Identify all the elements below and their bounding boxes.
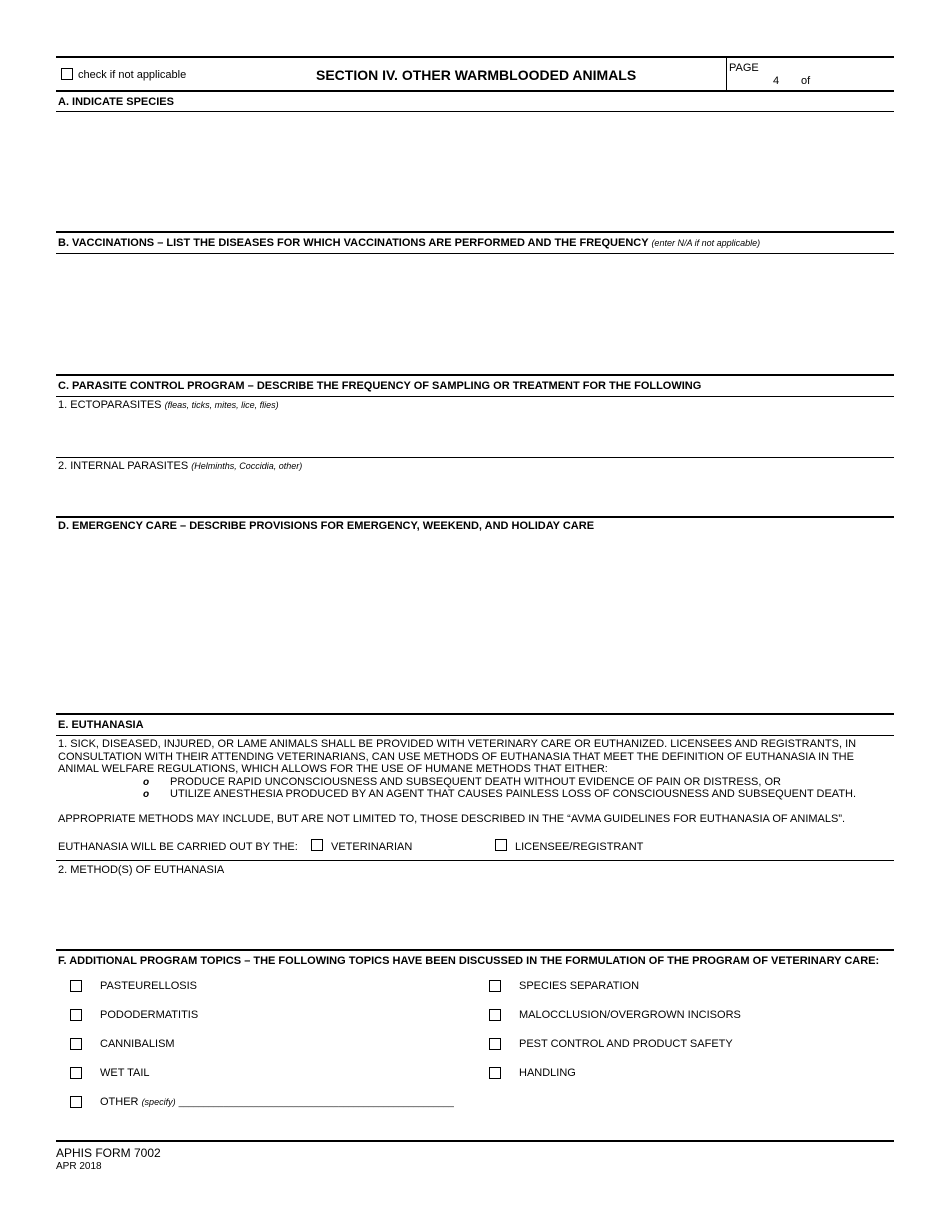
ectoparasites-input-area[interactable]: [56, 414, 894, 456]
other-note: (specify): [141, 1097, 176, 1107]
page-number: 4: [773, 75, 780, 87]
cannibalism-checkbox[interactable]: [70, 1038, 82, 1050]
section-e-rule: [56, 735, 894, 736]
malocclusion-label: MALOCCLUSION/OVERGROWN INCISORS: [519, 1009, 741, 1021]
euthanasia-bullet-1: PRODUCE RAPID UNCONSCIOUSNESS AND SUBSEQUENT DEATH WITHOUT EVIDENCE OF PAIN OR DISTRESS, OR: [170, 776, 781, 788]
veterinarian-label: VETERINARIAN: [331, 841, 413, 853]
pododermatitis-checkbox[interactable]: [70, 1009, 82, 1021]
pododermatitis-label: PODODERMATITIS: [100, 1009, 199, 1021]
section-c-title: C. PARASITE CONTROL PROGRAM – DESCRIBE THE FREQUENCY OF SAMPLING OR TREATMENT FOR THE FOLLOWING: [58, 380, 702, 392]
ectoparasites-label: [58, 399, 279, 411]
section-e-methods-rule: [56, 860, 894, 861]
handling-label: HANDLING: [519, 1067, 576, 1079]
ectoparasites-note: (fleas, ticks, mites, lice, flies): [164, 400, 279, 410]
species-input-area[interactable]: [56, 113, 894, 229]
cannibalism-label: CANNIBALISM: [100, 1038, 175, 1050]
header-bottom-rule: [56, 90, 894, 92]
form-name: APHIS FORM 7002: [56, 1146, 161, 1160]
methods-input-area[interactable]: [56, 879, 894, 947]
section-b-title-text: B. VACCINATIONS – LIST THE DISEASES FOR WHICH VACCINATIONS ARE PERFORMED AND THE FREQUENCY: [58, 237, 649, 249]
handling-checkbox[interactable]: [489, 1067, 501, 1079]
euthanasia-para-line-2: CONSULTATION WITH THEIR ATTENDING VETERINARIANS, CAN USE METHODS OF EUTHANASIA THAT MEET THE DEFINITION OF EUTHANASIA IN THE: [58, 750, 854, 763]
wet-tail-checkbox[interactable]: [70, 1067, 82, 1079]
other-label: OTHER: [100, 1096, 139, 1108]
internal-parasites-input-area[interactable]: [56, 475, 894, 515]
section-d-top-rule: [56, 516, 894, 518]
internal-parasites-label-text: 2. INTERNAL PARASITES: [58, 460, 189, 472]
other-specify-field[interactable]: _______________________________________________________: [178, 1097, 454, 1107]
emergency-care-input-area[interactable]: [56, 536, 894, 710]
header-top-rule: [56, 56, 894, 58]
carried-out-label: EUTHANASIA WILL BE CARRIED OUT BY THE:: [58, 841, 298, 853]
euthanasia-para-line-1: 1. SICK, DISEASED, INJURED, OR LAME ANIMALS SHALL BE PROVIDED WITH VETERINARY CARE OR EUTHANIZED. LICENSEES AND REGISTRANTS, IN: [58, 738, 857, 750]
euthanasia-para-line-3: ANIMAL WELFARE REGULATIONS, WHICH ALLOWS FOR THE USE OF HUMANE METHODS THAT EITHER:: [58, 763, 608, 775]
wet-tail-label: WET TAIL: [100, 1067, 150, 1079]
appropriate-methods-text: APPROPRIATE METHODS MAY INCLUDE, BUT ARE NOT LIMITED TO, THOSE DESCRIBED IN THE “AVMA GUIDELINES FOR EUTHANASIA OF ANIMALS”.: [58, 813, 846, 825]
not-applicable-label: check if not applicable: [78, 69, 187, 81]
section-b-rule: [56, 253, 894, 254]
section-c-rule: [56, 396, 894, 397]
other-checkbox[interactable]: [70, 1096, 82, 1108]
pasteurellosis-checkbox[interactable]: [70, 980, 82, 992]
internal-parasites-note: (Helminths, Coccidia, other): [191, 461, 303, 471]
methods-of-euthanasia-label: 2. METHOD(S) OF EUTHANASIA: [58, 864, 225, 876]
section-title: SECTION IV. OTHER WARMBLOODED ANIMALS: [316, 67, 637, 83]
licensee-registrant-label: LICENSEE/REGISTRANT: [515, 841, 644, 853]
ectoparasites-label-text: 1. ECTOPARASITES: [58, 399, 162, 411]
section-f-top-rule: [56, 949, 894, 951]
euthanasia-bullet-2: UTILIZE ANESTHESIA PRODUCED BY AN AGENT THAT CAUSES PAINLESS LOSS OF CONSCIOUSNESS AND SUBSEQUENT DEATH.: [170, 788, 857, 800]
other-topic: [100, 1096, 454, 1108]
species-separation-checkbox[interactable]: [489, 980, 501, 992]
form-date: APR 2018: [56, 1161, 102, 1172]
internal-parasites-label: [58, 460, 302, 472]
page-label: PAGE: [729, 62, 759, 74]
section-b-note: (enter N/A if not applicable): [651, 238, 761, 248]
section-e-top-rule: [56, 713, 894, 715]
species-separation-label: SPECIES SEPARATION: [519, 980, 640, 992]
section-a-title: A. INDICATE SPECIES: [58, 96, 174, 108]
euthanasia-paragraph: [58, 738, 856, 776]
section-b-top-rule: [56, 231, 894, 233]
not-applicable-checkbox[interactable]: [61, 68, 73, 80]
vaccinations-input-area[interactable]: [56, 255, 894, 372]
footer-rule: [56, 1140, 894, 1142]
section-c-item-rule: [56, 457, 894, 458]
pest-control-label: PEST CONTROL AND PRODUCT SAFETY: [519, 1038, 733, 1050]
page-of-label: of: [801, 75, 811, 87]
section-d-title: D. EMERGENCY CARE – DESCRIBE PROVISIONS FOR EMERGENCY, WEEKEND, AND HOLIDAY CARE: [58, 520, 595, 532]
malocclusion-checkbox[interactable]: [489, 1009, 501, 1021]
pasteurellosis-label: PASTEURELLOSIS: [100, 980, 197, 992]
section-e-title: E. EUTHANASIA: [58, 719, 144, 731]
section-c-top-rule: [56, 374, 894, 376]
bullet-marker-2: o: [143, 789, 150, 800]
licensee-registrant-checkbox[interactable]: [495, 839, 507, 851]
section-b-title: [58, 237, 760, 249]
pest-control-checkbox[interactable]: [489, 1038, 501, 1050]
bullet-marker-1: o: [143, 777, 150, 788]
section-f-title: F. ADDITIONAL PROGRAM TOPICS – THE FOLLOWING TOPICS HAVE BEEN DISCUSSED IN THE FORMULATION OF THE PROGRAM OF VETERINARY CARE:: [58, 955, 880, 967]
section-a-rule: [56, 111, 894, 112]
page-box-divider: [726, 57, 727, 91]
veterinarian-checkbox[interactable]: [311, 839, 323, 851]
